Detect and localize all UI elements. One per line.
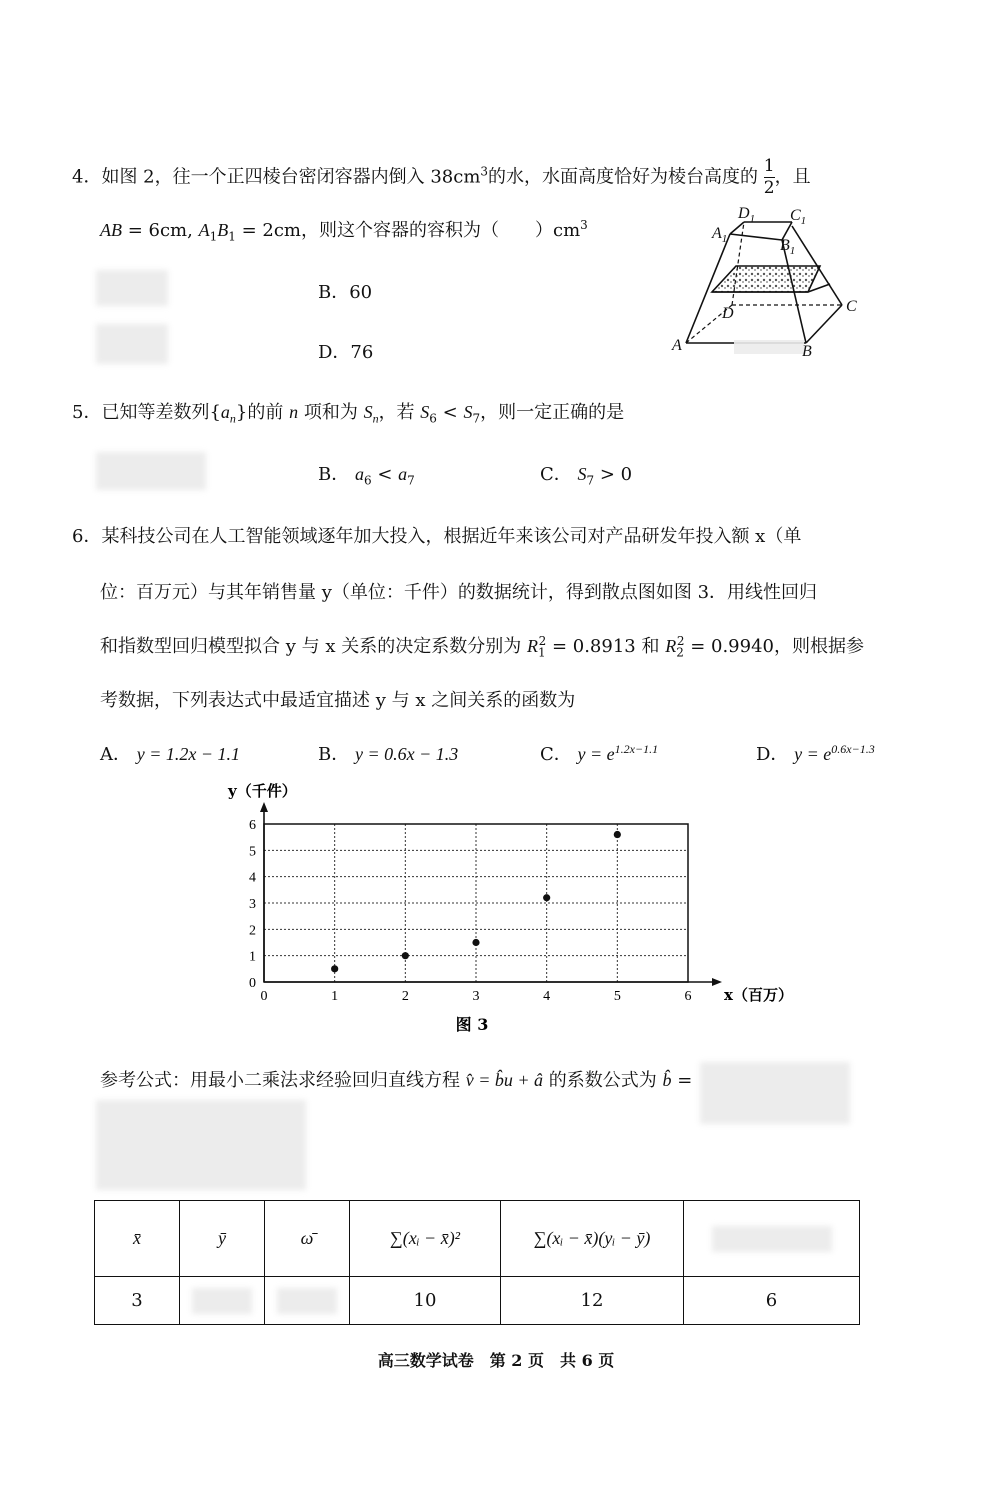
data-point [614,831,621,838]
header-sum-x: ∑(xᵢ − x̄)² [350,1201,501,1277]
label-A1: $A_1$ [712,225,728,245]
q4-number: 4． [72,166,102,188]
q6-option-b-expr: y = 0.6x − 1.3 [354,744,459,764]
label-C: C [846,298,857,315]
q4-text-c: ，且 [774,166,811,188]
q4-frac-den: 2 [763,178,775,198]
x-tick-label: 2 [401,989,409,1004]
data-point [543,894,550,901]
q4-option-a-blurred [96,270,168,306]
q4-line1 [72,158,811,197]
frustum-figure [660,200,870,365]
q4-text-b: 的水，水面高度恰好为棱台高度的 [488,166,759,188]
label-D1: $D_1$ [738,205,756,225]
x-tick-label: 0 [260,989,268,1004]
q6-text-3a: 和指数型回归模型拟合 y 与 x 关系的决定系数分别为 [100,636,522,657]
q5-text-a: 已知等差数列{ [101,402,221,423]
q6-line4: 考数据，下列表达式中最适宜描述 y 与 x 之间关系的函数为 [100,690,576,711]
q5-n: n [289,402,299,422]
q5-option-c-label: C． [540,464,572,485]
x-axis-arrow [712,978,722,986]
q6-number: 6． [72,526,102,547]
label-C1: $C_1$ [790,207,807,227]
q5-text-d: ，若 [378,402,415,423]
q6-line1 [72,522,801,548]
data-point [472,939,479,946]
q6-option-d-label: D． [756,744,789,765]
value-xbar: 3 [95,1277,180,1325]
q6-option-d-base: y = e [794,744,832,764]
label-B: B [802,343,812,360]
x-tick-label: 6 [684,989,692,1004]
reference-text-b: 的系数公式为 [548,1070,657,1091]
reference-formula: 参考公式：用最小二乘法求经验回归直线方程 v̂ = b̂u + â 的系数公式为 b̂ = [100,1070,693,1091]
header-sum-xy: ∑(xᵢ − x̄)(yᵢ − ȳ) [501,1201,684,1277]
x-tick-label: 4 [543,989,551,1004]
reference-text-a: 参考公式：用最小二乘法求经验回归直线方程 [100,1070,460,1091]
q4-text-a: 如图 2，往一个正四棱台密闭容器内倒入 38cm [101,166,481,188]
header-xbar: x̄ [95,1201,180,1277]
y-axis-label: y（千件） [228,782,297,800]
value-ybar-blurred [180,1277,265,1325]
value-wbar-blurred [265,1277,350,1325]
q5-option-b: B． $a_6 < a_7$ [318,464,415,488]
q5-text-b: }的前 [235,402,284,423]
q6-option-a [100,740,240,766]
q6-option-d [756,740,875,766]
q4-frac-num: 1 [763,156,775,176]
q6-option-d-power: 0.6x−1.3 [831,742,875,756]
table-value-row [95,1277,860,1325]
q5-text-e: ，则一定正确的是 [480,402,625,423]
scatter-chart [220,778,793,1038]
value-sum-x: 10 [350,1277,501,1325]
x-tick-label: 1 [331,989,339,1004]
q6-text-r1: = 0.8913 和 [546,636,666,657]
label-D: D [722,305,734,322]
q4-line2: AB = 6cm, $A_1B_1 = 2cm$，则这个容器的容积为（ ）$cm^3$ [100,218,588,244]
y-tick-label: 3 [249,897,256,912]
q5-text-c: 项和为 [303,402,358,423]
q4-fraction [764,158,775,197]
q4-option-b: B．60 [318,282,373,303]
q4-option-d: D．76 [318,342,374,363]
value-last: 6 [684,1277,860,1325]
q6-option-a-expr: y = 1.2x − 1.1 [136,744,241,764]
q6-option-b [318,740,458,766]
reference-formula-blurred [700,1062,850,1124]
x-tick-label: 3 [472,989,480,1004]
y-tick-label: 5 [249,844,256,860]
q4-option-c-blurred [96,324,168,364]
y-tick-label: 6 [249,818,256,833]
water-surface [712,266,820,292]
header-ybar: ȳ [180,1201,265,1277]
q5-option-c: C． $S_7 > 0$ [540,464,633,488]
q4-a1b1: A [198,220,210,240]
q4-ab: AB [100,220,122,240]
q5-stem: 5．已知等差数列$\{a_n\}$的前 n 项和为 $S_n$，若 $S_6 < S_7$，则一定正确的是 [72,402,625,426]
q4-text-d: ，则这个容器的容积为（ ）cm [301,220,581,241]
q5-number: 5． [72,402,102,423]
q5-option-a-blurred [96,452,206,490]
q6-line2: 位：百万元）与其年销售量 y（单位：千件）的数据统计，得到散点图如图 3．用线性回归 [100,582,818,603]
header-wbar: ω̄ [265,1201,350,1277]
reference-data-blurred [96,1100,306,1190]
q6-text-r2: = 0.9940，则根据参 [684,636,864,657]
value-sum-xy: 12 [501,1277,684,1325]
q6-option-b-label: B． [318,744,350,765]
x-axis-label: x（百万） [724,986,793,1004]
q6-line3: 和指数型回归模型拟合 y 与 x 关系的决定系数分别为 $R_1^2 = 0.8913$ 和 $R_2^2 = 0.9940$，则根据参 [100,634,864,660]
q6-option-c-power: 1.2x−1.1 [614,742,659,756]
q6-option-a-label: A． [100,744,131,765]
q4-unit-exp: 3 [480,164,489,179]
data-point [402,952,409,959]
q6-option-c-label: C． [540,744,572,765]
q6-option-c [540,740,658,766]
chart-title: 图 3 [455,1015,489,1034]
data-point [331,965,338,972]
x-tick-label: 5 [613,989,621,1004]
y-tick-label: 2 [249,923,256,939]
header-blurred [684,1201,860,1277]
y-tick-label: 0 [249,976,256,991]
q6-text-1: 某科技公司在人工智能领域逐年加大投入，根据近年来该公司对产品研发年投入额 x（单 [101,526,802,547]
label-B1: $B_1$ [780,237,796,257]
table-header-row [95,1201,860,1277]
q5-option-b-label: B． [318,464,350,485]
q6-option-c-base: y = e [577,744,615,764]
y-tick-label: 1 [249,949,256,965]
q4-unit-exp-2: 3 [580,218,588,232]
reference-table [94,1200,860,1325]
label-A: A [672,337,682,354]
y-tick-label: 4 [249,870,256,886]
y-axis-arrow [260,802,268,812]
page-footer: 高三数学试卷 第 2 页 共 6 页 [377,1351,615,1370]
